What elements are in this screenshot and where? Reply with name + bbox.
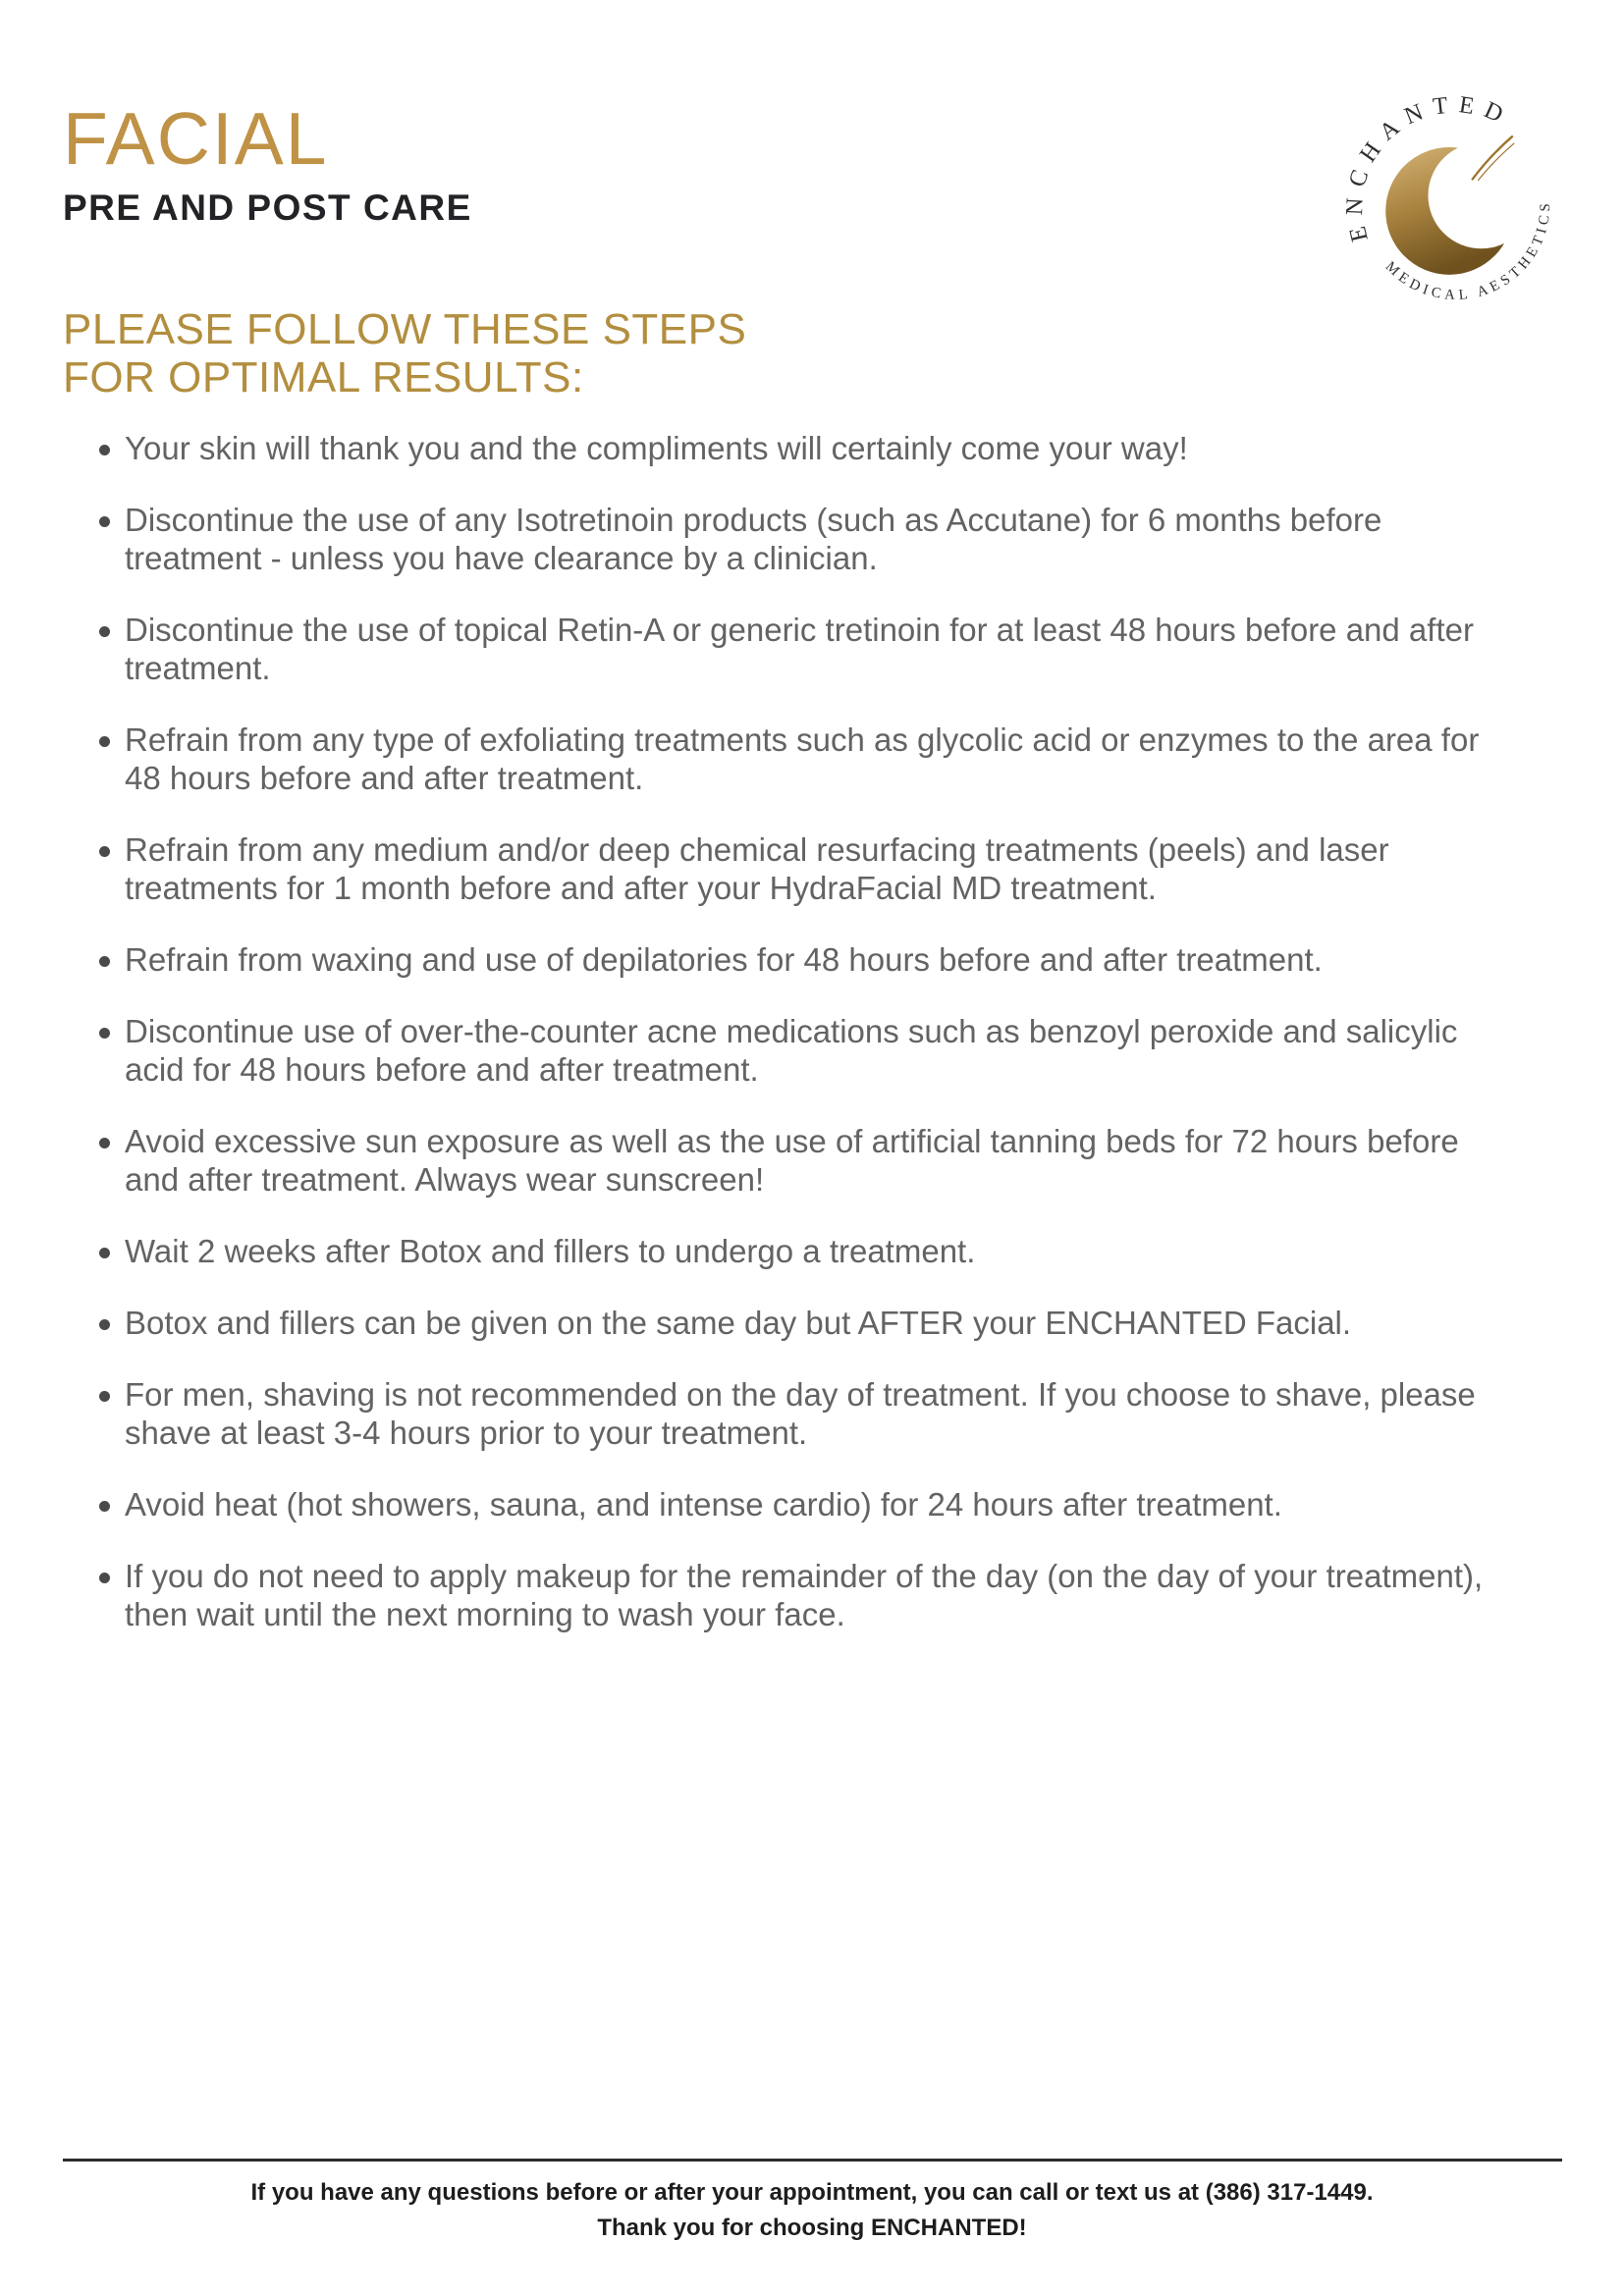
instruction-text: For men, shaving is not recommended on the day of treatment. If you choose to shave, please shave at least 3-4 hours prior to your treatment. <box>125 1376 1476 1451</box>
section-heading <box>63 305 746 401</box>
bullet-icon <box>99 1248 110 1258</box>
footer-thankyou-line: Thank you for choosing ENCHANTED! <box>597 2215 1027 2241</box>
section-heading-line2: FOR OPTIMAL RESULTS: <box>63 353 584 401</box>
footer <box>0 2175 1624 2246</box>
bullet-icon <box>99 1573 110 1583</box>
bullet-icon <box>99 1138 110 1148</box>
instruction-text: Avoid excessive sun exposure as well as the use of artificial tanning beds for 72 hours before and after treatment. Always wear sunscreen! <box>125 1123 1459 1198</box>
logo-text-top-path: ENCHANTED <box>1341 90 1516 244</box>
instruction-text: Discontinue the use of topical Retin-A or generic tretinoin for at least 48 hours before and after treatment. <box>125 612 1474 686</box>
page-title: FACIAL <box>63 97 329 180</box>
section-heading-line1: PLEASE FOLLOW THESE STEPS <box>63 305 747 353</box>
header <box>63 97 472 228</box>
instruction-item <box>99 830 1503 907</box>
instruction-item <box>99 1012 1503 1089</box>
footer-divider <box>63 2159 1562 2162</box>
instruction-text: Refrain from any medium and/or deep chemical resurfacing treatments (peels) and laser treatments for 1 month before and after your HydraFacial MD treatment. <box>125 831 1389 906</box>
instructions-list <box>99 429 1503 1633</box>
instruction-item <box>99 1232 1503 1270</box>
bullet-icon <box>99 516 110 527</box>
instruction-text: Refrain from any type of exfoliating treatments such as glycolic acid or enzymes to the area for 48 hours before and after treatment. <box>125 721 1480 796</box>
instruction-text: Discontinue use of over-the-counter acne medications such as benzoyl peroxide and salicylic acid for 48 hours before and after treatment. <box>125 1013 1458 1088</box>
crescent-moon-icon <box>1385 147 1513 275</box>
bullet-icon <box>99 1391 110 1402</box>
bullet-icon <box>99 1501 110 1512</box>
instruction-item <box>99 501 1503 577</box>
bullet-icon <box>99 1028 110 1039</box>
instruction-item <box>99 1122 1503 1199</box>
instruction-item <box>99 1557 1503 1633</box>
instruction-text: Refrain from waxing and use of depilatories for 48 hours before and after treatment. <box>125 941 1323 978</box>
enchanted-logo <box>1340 90 1572 322</box>
instruction-item <box>99 1304 1503 1342</box>
instruction-text: Your skin will thank you and the compliments will certainly come your way! <box>125 430 1188 466</box>
instruction-text: Wait 2 weeks after Botox and fillers to undergo a treatment. <box>125 1233 976 1269</box>
instruction-item <box>99 1485 1503 1523</box>
instruction-item <box>99 429 1503 467</box>
instruction-item <box>99 1375 1503 1452</box>
page-subtitle: PRE AND POST CARE <box>63 187 472 228</box>
crescent-moon-logo-graphic <box>1340 90 1572 322</box>
bullet-icon <box>99 1319 110 1330</box>
footer-contact-line: If you have any questions before or after your appointment, you can call or text us at (386) 317-1449. <box>250 2179 1374 2206</box>
bullet-icon <box>99 445 110 455</box>
instruction-text: Discontinue the use of any Isotretinoin products (such as Accutane) for 6 months before treatment - unless you have clearance by a clinician. <box>125 502 1382 576</box>
instruction-item <box>99 940 1503 979</box>
bullet-icon <box>99 626 110 637</box>
instruction-text: Botox and fillers can be given on the same day but AFTER your ENCHANTED Facial. <box>125 1305 1352 1341</box>
bullet-icon <box>99 956 110 967</box>
bullet-icon <box>99 846 110 857</box>
logo-text-bottom-path: MEDICAL AESTHETICS <box>1381 198 1554 304</box>
instruction-text: If you do not need to apply makeup for the remainder of the day (on the day of your treatment), then wait until the next morning to wash your face. <box>125 1558 1484 1632</box>
instruction-item <box>99 721 1503 797</box>
instruction-item <box>99 611 1503 687</box>
bullet-icon <box>99 736 110 747</box>
instruction-text: Avoid heat (hot showers, sauna, and intense cardio) for 24 hours after treatment. <box>125 1486 1282 1522</box>
